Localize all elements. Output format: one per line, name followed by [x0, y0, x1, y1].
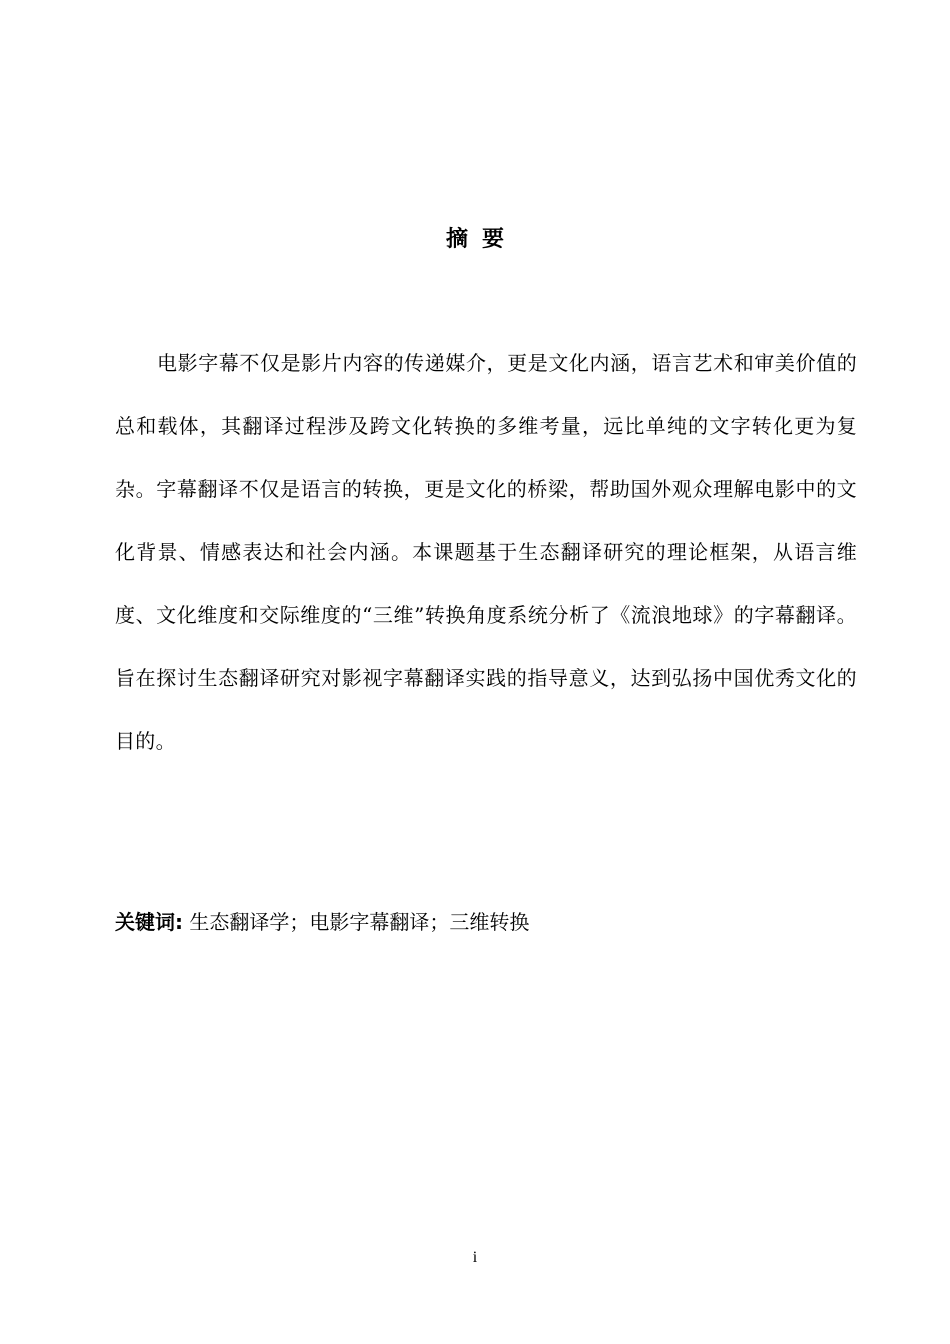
page-number: i: [472, 1249, 478, 1266]
abstract-title: 摘要: [445, 227, 518, 252]
keywords-line: [115, 906, 857, 938]
abstract-body: 电影字幕不仅是影片内容的传递媒介，更是文化内涵，语言艺术和审美价值的总和载体，其翻译过程涉及跨文化转换的多维考量，远比单纯的文字转化更为复杂。字幕翻译不仅是语言的转换，更是文化的桥梁，帮助国外观众理解电影中的文化背景、情感表达和社会内涵。本课题基于生态翻译研究的理论框架，从语言维度、文化维度和交际维度的“三维”转换角度系统分析了《流浪地球》的字幕翻译。旨在探讨生态翻译研究对影视字幕翻译实践的指导意义，达到弘扬中国优秀文化的目的。: [115, 351, 857, 753]
keywords-text: 生态翻译学；电影字幕翻译；三维转换: [189, 910, 530, 934]
keywords-label: 关键词:: [115, 910, 183, 934]
